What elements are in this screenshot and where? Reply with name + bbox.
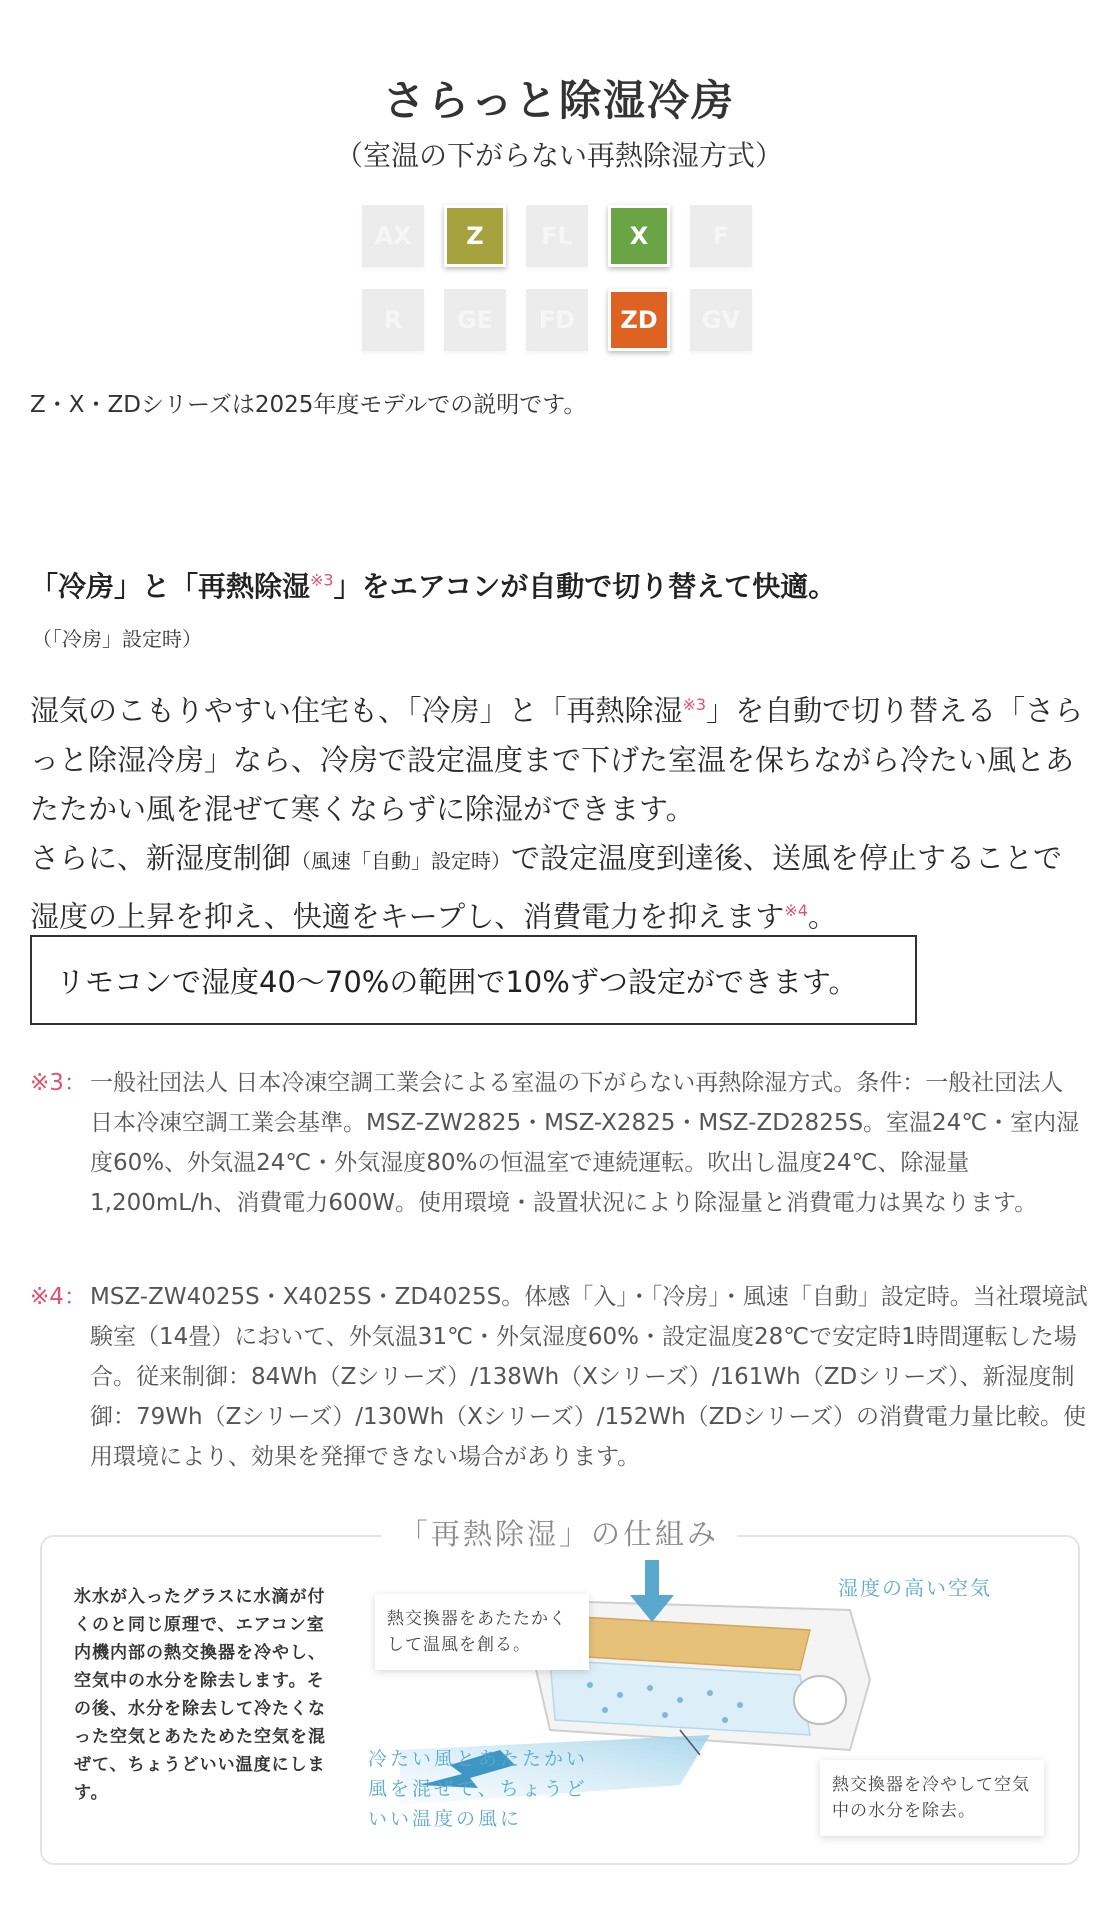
- series-badge-f: F: [690, 205, 752, 267]
- model-note: Z・X・ZDシリーズは2025年度モデルでの説明です。: [30, 392, 587, 418]
- label-humid-air: 湿度の高い空気: [838, 1576, 992, 1600]
- body-p1-b: 」を自動で切り替える「さらっと除湿冷房」なら、冷房で設定温度まで下げた室温を保ちながら冷たい風とあたたかい風を混ぜて寒くならずに除湿ができます。: [30, 693, 1084, 826]
- footnote-3-mark: ※3：: [30, 1070, 87, 1096]
- mechanism-title-text: 「再熱除湿」の仕組み: [381, 1517, 737, 1551]
- body-paragraph-1: [30, 680, 1090, 834]
- heading-note: （「冷房」設定時）: [32, 627, 202, 651]
- label-warm-exchanger: 熱交換器をあたたかくして温風を創る。: [375, 1594, 589, 1670]
- series-badge-zd: ZD: [608, 289, 670, 351]
- series-badge-ax: AX: [362, 205, 424, 267]
- series-badge-z: Z: [444, 205, 506, 267]
- footnote-4: [30, 1277, 1090, 1477]
- heading-footnote-ref[interactable]: ※3: [310, 570, 334, 590]
- series-badge-gv: GV: [690, 289, 752, 351]
- label-mixed-air: 冷たい風とあたたかい風を混ぜて、ちょうどいい温度の風に: [368, 1748, 589, 1830]
- page-subtitle: （室温の下がらない再熱除湿方式）: [334, 139, 783, 172]
- heading-part1: 「冷房」と「再熱除湿: [30, 570, 311, 603]
- fan-roller: [794, 1676, 846, 1724]
- body-p1-footnote-ref[interactable]: ※3: [682, 695, 707, 714]
- label-cold-exchanger: 熱交換器を冷やして空気中の水分を除去。: [820, 1760, 1044, 1836]
- remocon-note-box: [30, 935, 917, 1025]
- body-p2-small: （風速「自動」設定時）: [291, 848, 512, 873]
- body-p2-b: で設定温度到達後、送風を停止することで湿度の上昇を抑え、快適をキープし、消費電力を抑えます: [30, 840, 1063, 934]
- section-heading: [30, 565, 836, 605]
- series-badge-x: X: [608, 205, 670, 267]
- series-badge-ge: GE: [444, 289, 506, 351]
- footnote-4-mark: ※4：: [30, 1284, 87, 1310]
- footnote-4-text: MSZ-ZW4025S・X4025S・ZD4025S。体感「入」・「冷房」・風速「自動」設定時。当社環境試験室（14畳）において、外気温31℃・外気湿度60%・設定温度28℃で安定時1時間運転した場合。従来制御：84Wh（Zシリーズ）/138Wh（Xシリーズ）/161Wh（ZDシリーズ）、新湿度制御：79Wh（Zシリーズ）/130Wh（Xシリーズ）/152Wh（ZDシリーズ）の消費電力量比較。使用環境により、効果を発揮できない場合があります。: [90, 1284, 1088, 1470]
- body-text: [30, 680, 1090, 941]
- footnote-3: [30, 1063, 1090, 1223]
- series-badge-fl: FL: [526, 205, 588, 267]
- mechanism-description: 氷水が入ったグラスに水滴が付くのと同じ原理で、エアコン室内機内部の熱交換器を冷やし、空気中の水分を除去します。その後、水分を除去して冷たくなった空気とあたためた空気を混ぜて、ちょうどいい温度にします。: [74, 1587, 326, 1803]
- body-paragraph-2: [30, 834, 1090, 942]
- body-p1-a: 湿気のこもりやすい住宅も、「冷房」と「再熱除湿: [30, 693, 683, 728]
- body-p2-a: さらに、新湿度制御: [30, 840, 292, 875]
- body-p2-c: 。: [807, 899, 837, 934]
- body-p2-footnote-ref[interactable]: ※4: [784, 900, 808, 920]
- mechanism-title: [0, 1512, 1118, 1553]
- heading-part2: 」をエアコンが自動で切り替えて快適。: [333, 570, 837, 603]
- page-title: さらっと除湿冷房: [382, 76, 735, 125]
- remocon-note: リモコンで湿度40〜70%の範囲で10%ずつ設定ができます。: [56, 964, 858, 999]
- series-badge-r: R: [362, 289, 424, 351]
- series-badge-fd: FD: [526, 289, 588, 351]
- footnote-3-text: 一般社団法人 日本冷凍空調工業会による室温の下がらない再熱除湿方式。条件：一般社団法人 日本冷凍空調工業会基準。MSZ-ZW2825・MSZ-X2825・MSZ-ZD2825S。室温24℃・室内湿度60%、外気温24℃・外気湿度80%の恒温室で連続運転。吹出し温度24℃、除湿量1,200mL/h、消費電力600W。使用環境・設置状況により除湿量と消費電力は異なります。: [90, 1070, 1080, 1216]
